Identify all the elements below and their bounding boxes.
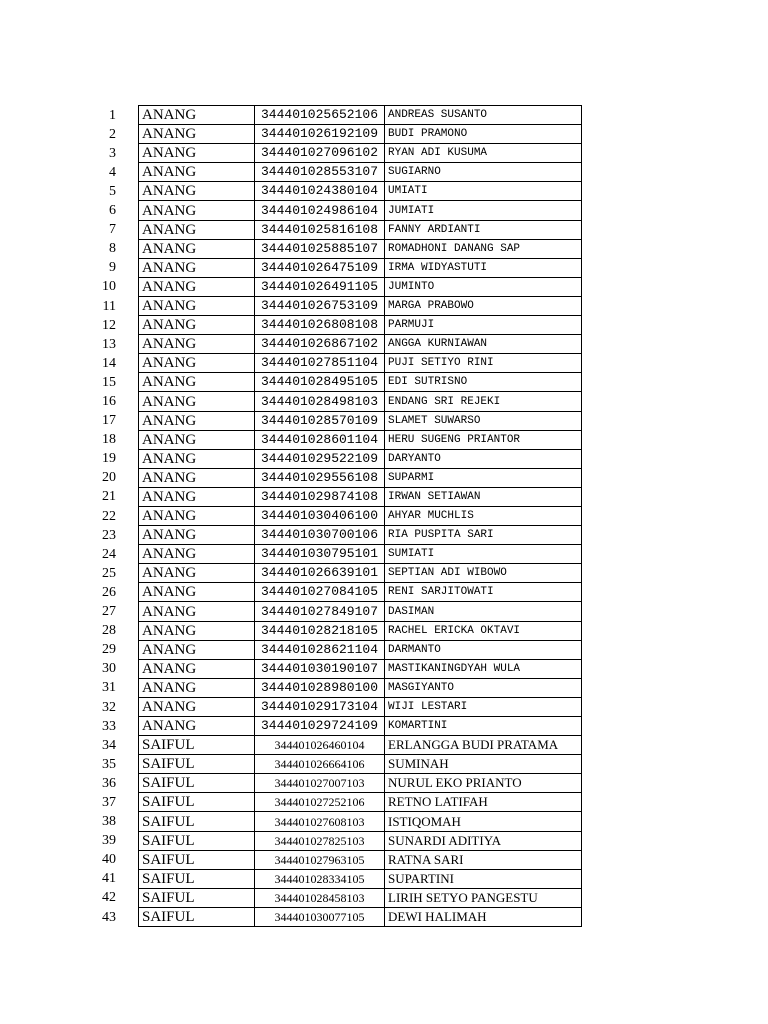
table-row: [86, 220, 582, 239]
row-number: 1: [109, 107, 116, 123]
row-number: 28: [102, 623, 116, 639]
account-number-cell: 344401030077105: [255, 907, 385, 926]
account-number-cell: 344401028980100: [255, 678, 385, 697]
row-number: 16: [102, 394, 116, 409]
row-number: 29: [102, 642, 116, 658]
row-number: 4: [109, 164, 116, 180]
customer-name-cell: ANGGA KURNIAWAN: [385, 335, 582, 354]
agent-cell: SAIFUL: [139, 736, 255, 755]
customer-name-cell: MASGIYANTO: [385, 678, 582, 697]
table-row: [86, 201, 582, 220]
row-number: 7: [109, 222, 116, 238]
account-table-body: [86, 106, 582, 927]
row-number: 13: [102, 336, 116, 352]
table-row: [86, 430, 582, 449]
customer-name-cell: ROMADHONI DANANG SAP: [385, 239, 582, 258]
customer-name-cell: JUMINTO: [385, 277, 582, 296]
agent-cell: ANANG: [139, 602, 255, 621]
agent-cell: SAIFUL: [139, 850, 255, 869]
agent-cell: ANANG: [139, 621, 255, 640]
customer-name-cell: SLAMET SUWARSO: [385, 411, 582, 430]
row-number: 36: [102, 775, 116, 791]
agent-cell: ANANG: [139, 678, 255, 697]
account-number-cell: 344401028334105: [255, 869, 385, 888]
table-row: [86, 678, 582, 697]
customer-name-cell: ISTIQOMAH: [385, 812, 582, 831]
agent-cell: ANANG: [139, 373, 255, 392]
account-number-cell: 344401026867102: [255, 335, 385, 354]
customer-name-cell: UMIATI: [385, 182, 582, 201]
agent-cell: ANANG: [139, 583, 255, 602]
agent-cell: ANANG: [139, 296, 255, 315]
row-number: 9: [109, 260, 116, 276]
customer-name-cell: HERU SUGENG PRIANTOR: [385, 430, 582, 449]
row-number: 22: [102, 508, 116, 524]
customer-name-cell: ENDANG SRI REJEKI: [385, 392, 582, 411]
agent-cell: SAIFUL: [139, 774, 255, 793]
agent-cell: ANANG: [139, 125, 255, 144]
table-row: [86, 316, 582, 335]
account-number-cell: 344401028570109: [255, 411, 385, 430]
table-row: [86, 526, 582, 545]
table-row: [86, 277, 582, 296]
table-row: [86, 640, 582, 659]
table-row: [86, 564, 582, 583]
row-number: 35: [102, 756, 116, 772]
table-row: [86, 850, 582, 869]
account-number-cell: 344401026460104: [255, 736, 385, 755]
customer-name-cell: KOMARTINI: [385, 717, 582, 736]
account-number-cell: 344401028498103: [255, 392, 385, 411]
customer-name-cell: SUGIARNO: [385, 163, 582, 182]
customer-name-cell: RACHEL ERICKA OKTAVI: [385, 621, 582, 640]
customer-name-cell: WIJI LESTARI: [385, 697, 582, 716]
account-number-cell: 344401029556108: [255, 468, 385, 487]
agent-cell: SAIFUL: [139, 888, 255, 907]
account-number-cell: 344401026808108: [255, 316, 385, 335]
account-number-cell: 344401027084105: [255, 583, 385, 602]
row-number: 18: [102, 432, 116, 448]
agent-cell: ANANG: [139, 392, 255, 411]
table-row: [86, 449, 582, 468]
table-row: [86, 296, 582, 315]
agent-cell: ANANG: [139, 335, 255, 354]
account-number-cell: 344401028218105: [255, 621, 385, 640]
table-row: [86, 774, 582, 793]
customer-name-cell: BUDI PRAMONO: [385, 125, 582, 144]
table-row: [86, 888, 582, 907]
customer-name-cell: MARGA PRABOWO: [385, 296, 582, 315]
agent-cell: ANANG: [139, 717, 255, 736]
agent-cell: ANANG: [139, 106, 255, 125]
table-row: [86, 755, 582, 774]
table-row: [86, 869, 582, 888]
account-number-cell: 344401027007103: [255, 774, 385, 793]
table-row: [86, 545, 582, 564]
row-number: 38: [102, 814, 116, 830]
row-number: 30: [102, 661, 116, 677]
account-number-cell: 344401025816108: [255, 220, 385, 239]
customer-name-cell: IRWAN SETIAWAN: [385, 487, 582, 506]
agent-cell: ANANG: [139, 545, 255, 564]
agent-cell: ANANG: [139, 468, 255, 487]
customer-name-cell: DASIMAN: [385, 602, 582, 621]
account-number-cell: 344401025885107: [255, 239, 385, 258]
account-number-cell: 344401026475109: [255, 258, 385, 277]
table-row: [86, 736, 582, 755]
row-number: 2: [109, 126, 116, 142]
account-number-cell: 344401025652106: [255, 106, 385, 125]
row-number: 39: [102, 833, 116, 849]
account-number-cell: 344401029874108: [255, 487, 385, 506]
account-number-cell: 344401024986104: [255, 201, 385, 220]
customer-name-cell: NURUL EKO PRIANTO: [385, 774, 582, 793]
account-number-cell: 344401027252106: [255, 793, 385, 812]
agent-cell: ANANG: [139, 411, 255, 430]
agent-cell: SAIFUL: [139, 812, 255, 831]
account-number-cell: 344401027963105: [255, 850, 385, 869]
row-number: 11: [102, 298, 116, 314]
account-number-cell: 344401027096102: [255, 144, 385, 163]
row-number: 32: [102, 699, 116, 715]
customer-name-cell: SEPTIAN ADI WIBOWO: [385, 564, 582, 583]
table-row: [86, 392, 582, 411]
account-number-cell: 344401026664106: [255, 755, 385, 774]
agent-cell: ANANG: [139, 354, 255, 373]
customer-name-cell: AHYAR MUCHLIS: [385, 506, 582, 525]
row-number: 26: [102, 584, 116, 600]
account-number-cell: 344401028458103: [255, 888, 385, 907]
row-number: 37: [102, 794, 116, 810]
agent-cell: ANANG: [139, 201, 255, 220]
account-number-cell: 344401027608103: [255, 812, 385, 831]
row-number: 33: [102, 718, 116, 734]
row-number: 34: [102, 737, 116, 753]
account-number-cell: 344401028601104: [255, 430, 385, 449]
table-row: [86, 163, 582, 182]
agent-cell: ANANG: [139, 659, 255, 678]
row-number: 20: [102, 470, 116, 486]
row-number: 25: [102, 565, 116, 581]
table-row: [86, 258, 582, 277]
customer-name-cell: SUMINAH: [385, 755, 582, 774]
customer-name-cell: LIRIH SETYO PANGESTU: [385, 888, 582, 907]
table-row: [86, 907, 582, 926]
customer-name-cell: SUPARMI: [385, 468, 582, 487]
account-number-cell: 344401024380104: [255, 182, 385, 201]
account-number-cell: 344401027825103: [255, 831, 385, 850]
customer-name-cell: SUNARDI ADITIYA: [385, 831, 582, 850]
table-row: [86, 373, 582, 392]
account-number-cell: 344401029522109: [255, 449, 385, 468]
customer-name-cell: RENI SARJITOWATI: [385, 583, 582, 602]
table-row: [86, 506, 582, 525]
row-number: 12: [102, 317, 116, 333]
customer-name-cell: RETNO LATIFAH: [385, 793, 582, 812]
table-row: [86, 354, 582, 373]
row-number: 43: [102, 909, 116, 925]
account-number-cell: 344401030700106: [255, 526, 385, 545]
row-number: 17: [102, 413, 116, 429]
agent-cell: ANANG: [139, 258, 255, 277]
table-row: [86, 335, 582, 354]
row-number: 24: [102, 546, 116, 562]
table-row: [86, 125, 582, 144]
agent-cell: ANANG: [139, 697, 255, 716]
account-number-cell: 344401030190107: [255, 659, 385, 678]
table-row: [86, 602, 582, 621]
account-number-cell: 344401028553107: [255, 163, 385, 182]
account-number-cell: 344401026639101: [255, 564, 385, 583]
customer-name-cell: ERLANGGA BUDI PRATAMA: [385, 736, 582, 755]
customer-name-cell: EDI SUTRISNO: [385, 373, 582, 392]
agent-cell: ANANG: [139, 640, 255, 659]
account-number-cell: 344401028495105: [255, 373, 385, 392]
table-row: [86, 583, 582, 602]
account-number-cell: 344401030795101: [255, 545, 385, 564]
account-number-cell: 344401027851104: [255, 354, 385, 373]
customer-name-cell: IRMA WIDYASTUTI: [385, 258, 582, 277]
table-row: [86, 793, 582, 812]
row-number: 21: [102, 489, 116, 505]
table-row: [86, 487, 582, 506]
customer-name-cell: JUMIATI: [385, 201, 582, 220]
account-number-cell: 344401028621104: [255, 640, 385, 659]
agent-cell: ANANG: [139, 144, 255, 163]
row-number: 10: [102, 279, 116, 295]
agent-cell: ANANG: [139, 430, 255, 449]
customer-name-cell: DARYANTO: [385, 449, 582, 468]
customer-name-cell: DARMANTO: [385, 640, 582, 659]
customer-name-cell: PARMUJI: [385, 316, 582, 335]
row-number: 31: [102, 680, 116, 696]
table-row: [86, 831, 582, 850]
row-number: 42: [102, 890, 116, 906]
row-number: 5: [109, 183, 116, 199]
table-row: [86, 106, 582, 125]
row-number: 19: [102, 451, 116, 467]
table-row: [86, 621, 582, 640]
customer-name-cell: SUMIATI: [385, 545, 582, 564]
table-row: [86, 239, 582, 258]
row-number: 23: [102, 527, 116, 543]
customer-name-cell: RATNA SARI: [385, 850, 582, 869]
row-number: 6: [109, 203, 116, 219]
row-number: 27: [102, 604, 116, 620]
row-number: 14: [102, 355, 116, 371]
row-number: 15: [102, 374, 116, 390]
row-number: 41: [102, 871, 116, 887]
table-row: [86, 182, 582, 201]
account-number-cell: 344401026753109: [255, 296, 385, 315]
agent-cell: ANANG: [139, 220, 255, 239]
account-number-cell: 344401029724109: [255, 717, 385, 736]
row-number: 8: [109, 241, 116, 257]
table-row: [86, 144, 582, 163]
table-row: [86, 468, 582, 487]
customer-name-cell: MASTIKANINGDYAH WULA: [385, 659, 582, 678]
account-number-cell: 344401027849107: [255, 602, 385, 621]
agent-cell: ANANG: [139, 239, 255, 258]
agent-cell: ANANG: [139, 487, 255, 506]
account-number-cell: 344401026491105: [255, 277, 385, 296]
agent-cell: ANANG: [139, 506, 255, 525]
customer-name-cell: FANNY ARDIANTI: [385, 220, 582, 239]
agent-cell: ANANG: [139, 182, 255, 201]
account-number-cell: 344401029173104: [255, 697, 385, 716]
agent-cell: SAIFUL: [139, 755, 255, 774]
customer-name-cell: PUJI SETIYO RINI: [385, 354, 582, 373]
agent-cell: ANANG: [139, 564, 255, 583]
agent-cell: SAIFUL: [139, 869, 255, 888]
agent-cell: ANANG: [139, 449, 255, 468]
agent-cell: SAIFUL: [139, 831, 255, 850]
row-number: 3: [109, 145, 116, 161]
agent-cell: ANANG: [139, 277, 255, 296]
customer-name-cell: SUPARTINI: [385, 869, 582, 888]
customer-name-cell: RIA PUSPITA SARI: [385, 526, 582, 545]
table-row: [86, 717, 582, 736]
account-number-cell: 344401030406100: [255, 506, 385, 525]
customer-name-cell: DEWI HALIMAH: [385, 907, 582, 926]
table-row: [86, 697, 582, 716]
agent-cell: ANANG: [139, 163, 255, 182]
agent-cell: ANANG: [139, 526, 255, 545]
account-table: [86, 105, 582, 927]
table-row: [86, 411, 582, 430]
customer-name-cell: ANDREAS SUSANTO: [385, 106, 582, 125]
table-row: [86, 812, 582, 831]
agent-cell: SAIFUL: [139, 907, 255, 926]
customer-name-cell: RYAN ADI KUSUMA: [385, 144, 582, 163]
table-row: [86, 659, 582, 678]
agent-cell: SAIFUL: [139, 793, 255, 812]
agent-cell: ANANG: [139, 316, 255, 335]
account-number-cell: 344401026192109: [255, 125, 385, 144]
row-number: 40: [102, 852, 116, 868]
